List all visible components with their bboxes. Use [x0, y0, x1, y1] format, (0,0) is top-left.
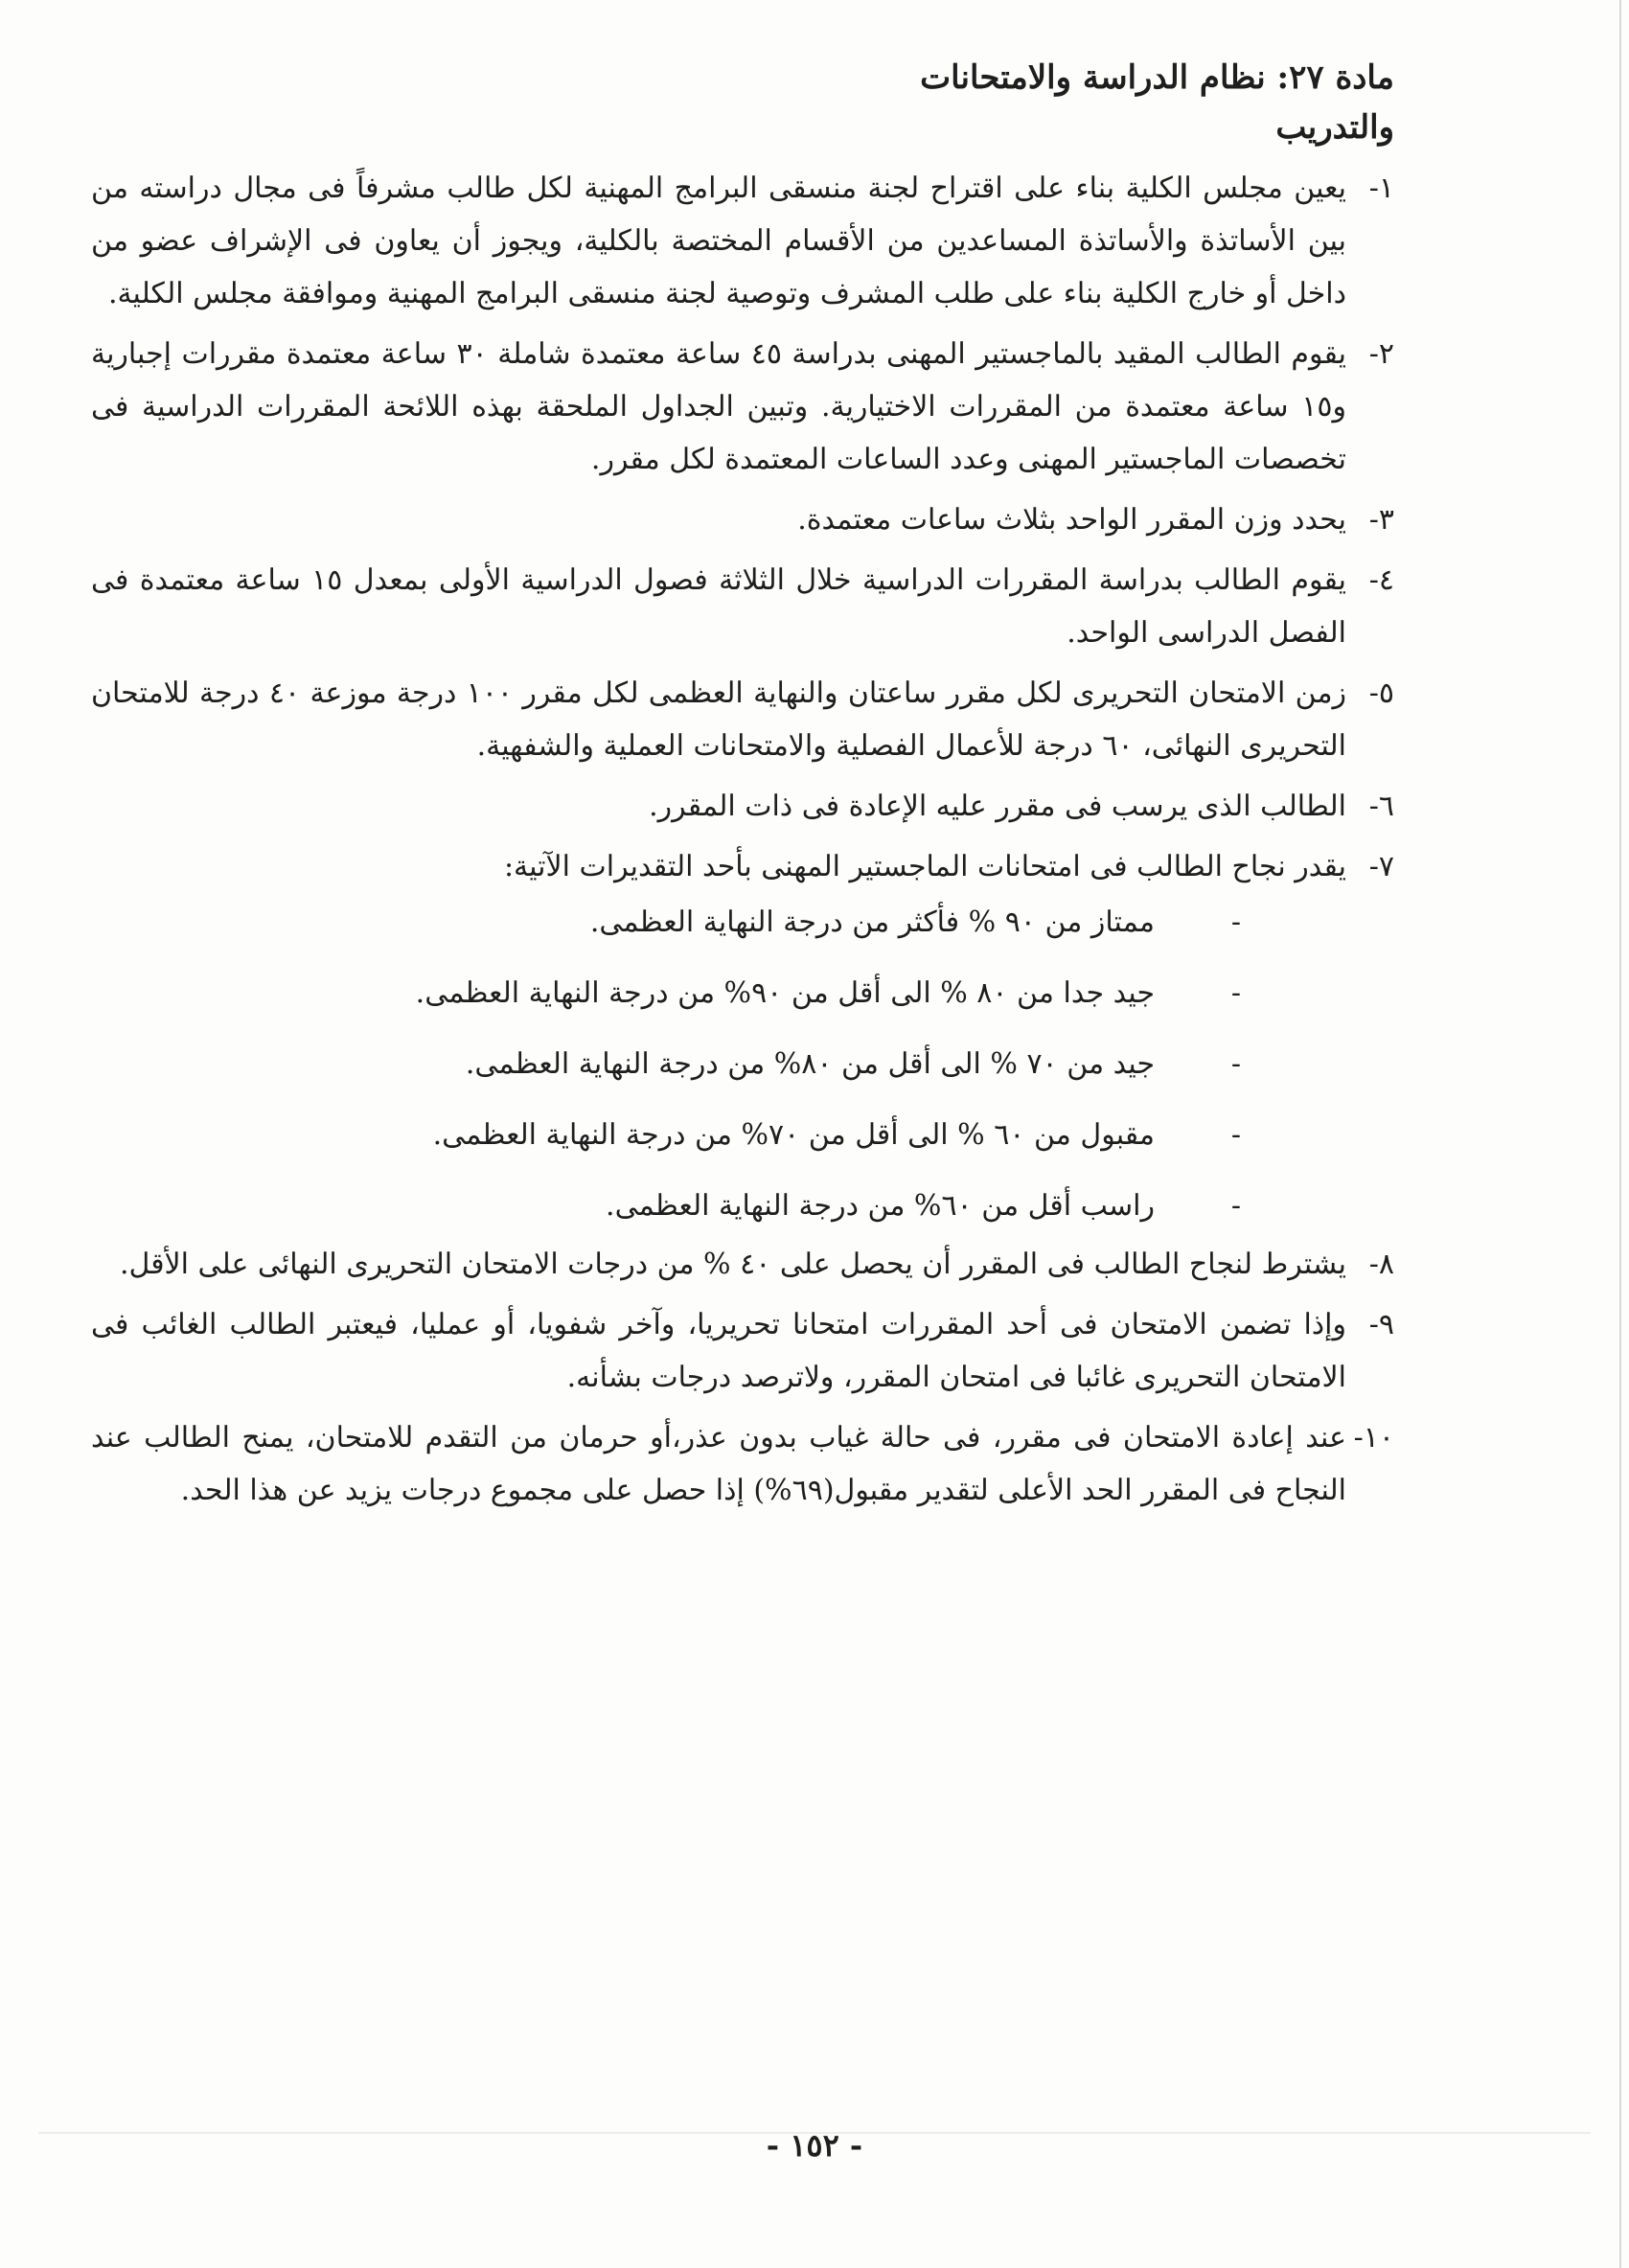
clause-list [91, 162, 1394, 1517]
grade-fail [91, 1182, 1241, 1230]
clause-number: ٩- [1368, 1308, 1394, 1341]
grade-text: راسب أقل من ٦٠% من درجة النهاية العظمى. [606, 1189, 1155, 1223]
grade-text: جيد من ٧٠ % الى أقل من ٨٠% من درجة النهاية العظمى. [465, 1047, 1155, 1081]
clause-number: ١- [1368, 172, 1394, 205]
clause-6 [91, 780, 1394, 833]
clause-number: ٦- [1368, 790, 1394, 823]
clause-text: يقوم الطالب بدراسة المقررات الدراسية خلال الثلاثة فصول الدراسية الأولى بمعدل ١٥ ساعة معتمدة فى الفصل الدراسى الواحد. [91, 563, 1346, 650]
clause-3 [91, 493, 1394, 546]
grade-text: مقبول من ٦٠ % الى أقل من ٧٠% من درجة النهاية العظمى. [432, 1118, 1155, 1152]
clause-text: يقدر نجاح الطالب فى امتحانات الماجستير المهنى بأحد التقديرات الآتية: [503, 850, 1346, 883]
bullet-dash: - [1230, 976, 1241, 1010]
clause-10 [91, 1411, 1394, 1517]
clause-4 [91, 554, 1394, 659]
article-title [91, 53, 1394, 152]
clause-7 [91, 840, 1394, 1230]
page-number: - ١٥٢ - [766, 2127, 863, 2164]
grade-very-good [91, 970, 1241, 1018]
bullet-dash: - [1230, 1189, 1241, 1223]
article-title-line-2: والتدريب [1275, 108, 1394, 147]
bullet-dash: - [1230, 1118, 1241, 1152]
clause-text: يعين مجلس الكلية بناء على اقتراح لجنة منسقى البرامج المهنية لكل طالب مشرفاً فى مجال دراسته من بين الأساتذة والأساتذة المساعدين من الأقسام المختصة بالكلية، ويجوز أن يعاون فى الإشراف عضو من داخل أو خارج الكلية بناء على طلب المشرف وتوصية لجنة منسقى البرامج المهنية وموافقة مجلس الكلية. [91, 172, 1346, 310]
clause-2 [91, 328, 1394, 486]
clause-text: وإذا تضمن الامتحان فى أحد المقررات امتحانا تحريريا، وآخر شفويا، أو عمليا، فيعتبر الطالب الغائب فى الامتحان التحريرى غائبا فى امتحان المقرر، ولاترصد درجات بشأنه. [91, 1308, 1346, 1394]
clause-text: عند إعادة الامتحان فى مقرر، فى حالة غياب بدون عذر،أو حرمان من التقدم للامتحان، يمنح الطالب عند النجاح فى المقرر الحد الأعلى لتقدير مقبول(٦٩%) إذا حصل على مجموع درجات يزيد عن هذا الحد. [91, 1421, 1346, 1507]
clause-number: ٤- [1368, 563, 1394, 597]
clause-text: الطالب الذى يرسب فى مقرر عليه الإعادة فى ذات المقرر. [649, 790, 1346, 823]
grade-text: ممتاز من ٩٠ % فأكثر من درجة النهاية العظمى. [589, 905, 1155, 939]
clause-5 [91, 667, 1394, 772]
clause-1 [91, 162, 1394, 320]
clause-number: ٣- [1368, 503, 1394, 537]
grade-good [91, 1041, 1241, 1088]
clause-8 [91, 1238, 1394, 1291]
grade-pass [91, 1111, 1241, 1159]
clause-number: ٢- [1368, 337, 1394, 371]
grade-text: جيد جدا من ٨٠ % الى أقل من ٩٠% من درجة النهاية العظمى. [415, 976, 1155, 1010]
document-body [91, 53, 1394, 1524]
clause-number: ٧- [1368, 850, 1394, 883]
article-title-line-1: مادة ٢٧: نظام الدراسة والامتحانات [920, 58, 1394, 97]
bullet-dash: - [1230, 905, 1241, 939]
clause-text: زمن الامتحان التحريرى لكل مقرر ساعتان والنهاية العظمى لكل مقرر ١٠٠ درجة موزعة ٤٠ درجة للامتحان التحريرى النهائى، ٦٠ درجة للأعمال الفصلية والامتحانات العملية والشفهية. [91, 676, 1347, 763]
clause-number: ٨- [1368, 1248, 1394, 1281]
clause-text: يحدد وزن المقرر الواحد بثلاث ساعات معتمدة. [797, 503, 1346, 537]
clause-number: ٥- [1368, 676, 1394, 710]
scan-edge-right [1619, 0, 1621, 2268]
grade-list [91, 899, 1346, 1230]
clause-number: ١٠- [1353, 1421, 1394, 1455]
clause-9 [91, 1298, 1394, 1404]
bullet-dash: - [1230, 1047, 1241, 1081]
grade-excellent [91, 899, 1241, 947]
clause-text: يقوم الطالب المقيد بالماجستير المهنى بدراسة ٤٥ ساعة معتمدة شاملة ٣٠ ساعة معتمدة مقررات إجبارية و١٥ ساعة معتمدة من المقررات الاختيارية. وتبين الجداول الملحقة بهذه اللائحة المقررات الدراسية فى تخصصات الماجستير المهنى وعدد الساعات المعتمدة لكل مقرر. [91, 337, 1347, 476]
clause-text: يشترط لنجاح الطالب فى المقرر أن يحصل على ٤٠ % من درجات الامتحان التحريرى النهائى على الأقل. [119, 1248, 1346, 1281]
